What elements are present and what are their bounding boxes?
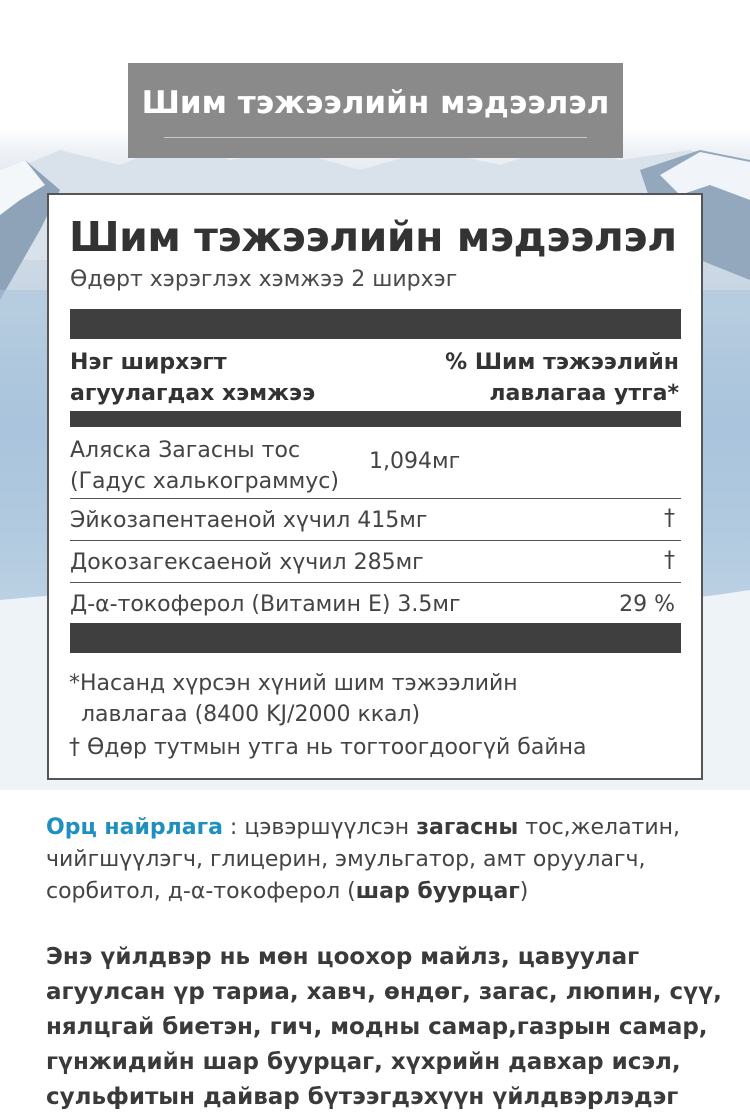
row-divider	[70, 582, 681, 583]
header-banner	[128, 63, 623, 158]
nutrient-row-vitamin-e-value: 29 %	[619, 592, 675, 617]
nutrient-name-line2: (Гадус халькограммус)	[70, 469, 339, 494]
row-divider	[70, 498, 681, 499]
serving-size: Өдөрт хэрэглэх хэмжээ 2 ширхэг	[70, 267, 458, 292]
ingredients-text: цэвэршүүлсэн	[244, 815, 417, 840]
column-header-reference	[359, 347, 679, 409]
panel-title: Шим тэжээлийн мэдээлэл	[69, 213, 677, 261]
nutrient-name-line1: Аляска Загасны тос	[70, 438, 301, 463]
ingredients-paragraph	[46, 812, 716, 908]
divider-bar-top	[70, 309, 681, 339]
allergen-line: гүнжидийн шар буурцаг, хүхрийн давхар исэл,	[46, 1049, 681, 1075]
footnote-reference	[69, 668, 629, 730]
allergen-notice	[46, 940, 726, 1115]
nutrition-panel	[47, 193, 703, 780]
ingredients-bold-soy: шар буурцаг	[355, 879, 520, 904]
nutrient-row-epa-value: †	[664, 506, 675, 531]
allergen-line: Энэ үйлдвэр нь мөн цоохор майлз, цавуулаг	[46, 944, 640, 970]
nutrient-row-dha-name: Докозагексаеной хүчил 285мг	[70, 550, 424, 575]
allergen-line: сульфитын дайвар бүтээгдэхүүн үйлдвэрлэдэг	[46, 1084, 679, 1110]
banner-title: Шим тэжээлийн мэдээлэл	[141, 85, 610, 121]
ingredients-label: Орц найрлага	[46, 815, 223, 840]
ingredients-text: тос,желатин, чийгшүүлэгч, глицерин, эмульгатор, амт оруулагч, сорбитол, д-α-токоферол (	[46, 815, 681, 904]
footnote-reference-line2: лавлагаа (8400 KJ/2000 ккал)	[81, 702, 421, 727]
footnote-reference-line1: *Насанд хүрсэн хүний шим тэжээлийн	[69, 671, 518, 696]
column-header-reference-line2: лавлагаа утга*	[489, 381, 679, 406]
column-header-amount-line2: агуулагдах хэмжээ	[70, 381, 316, 406]
nutrient-row-fish-oil-name	[70, 435, 360, 497]
divider-bar-bottom	[70, 623, 681, 653]
ingredients-text: )	[519, 879, 529, 904]
nutrient-row-dha-value: †	[664, 548, 675, 573]
ingredients-separator: :	[222, 815, 245, 840]
column-header-amount	[70, 347, 370, 409]
column-header-amount-line1: Нэг ширхэгт	[70, 350, 227, 375]
nutrient-row-fish-oil-amount: 1,094мг	[369, 449, 461, 474]
divider-bar-middle	[70, 411, 681, 427]
footnote-dagger: † Өдөр тутмын утга нь тогтоогдоогүй байна	[69, 735, 587, 760]
nutrient-row-vitamin-e-name: Д-α-токоферол (Витамин E) 3.5мг	[70, 592, 461, 617]
allergen-line: агуулсан үр тариа, хавч, өндөг, загас, люпин, сүү,	[46, 979, 722, 1005]
allergen-line: нялцгай биетэн, гич, модны самар,газрын самар,	[46, 1014, 708, 1040]
row-divider	[70, 540, 681, 541]
ingredients-bold-fish: загасны	[416, 815, 519, 840]
column-header-reference-line1: % Шим тэжээлийн	[445, 350, 679, 375]
banner-divider	[164, 137, 587, 138]
nutrient-row-epa-name: Эйкозапентаеной хүчил 415мг	[70, 508, 428, 533]
